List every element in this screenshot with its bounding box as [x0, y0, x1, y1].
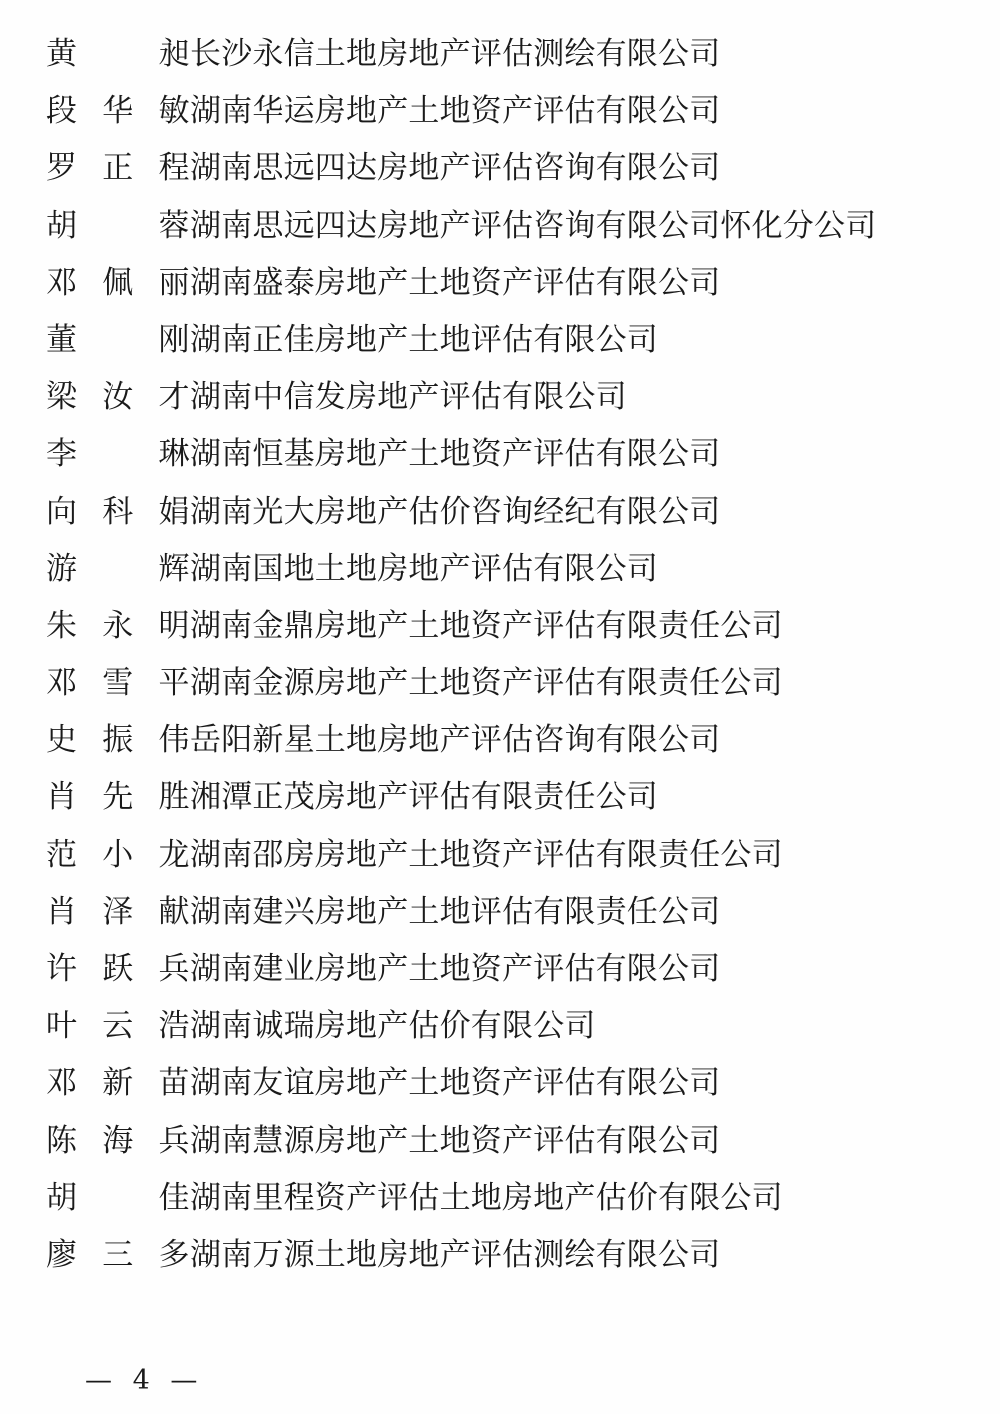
appraiser-organization: 湖南华运房地产土地资产评估有限公司	[190, 93, 721, 130]
appraiser-organization: 湖南国地土地房地产评估有限公司	[190, 550, 658, 587]
appraiser-entry-row	[40, 83, 930, 140]
appraiser-entry-row	[40, 26, 930, 83]
appraiser-organization: 湖南中信发房地产评估有限公司	[190, 379, 627, 416]
appraiser-organization: 湖南建兴房地产土地评估有限责任公司	[190, 893, 721, 930]
appraiser-entry-row	[40, 541, 930, 598]
appraiser-organization: 岳阳新星土地房地产评估咨询有限公司	[190, 722, 721, 759]
appraiser-organization: 湖南诚瑞房地产估价有限公司	[190, 1008, 596, 1045]
appraiser-name: 胡 蓉	[46, 207, 190, 244]
appraiser-name: 罗正程	[46, 150, 190, 187]
appraiser-name: 段华敏	[46, 93, 190, 130]
appraiser-name: 史振伟	[46, 722, 190, 759]
appraiser-entry-row	[40, 1113, 930, 1170]
appraiser-organization: 长沙永信土地房地产评估测绘有限公司	[190, 36, 721, 72]
appraiser-entry-row	[40, 655, 930, 712]
appraiser-entry-row	[40, 198, 930, 255]
appraiser-name: 许跃兵	[46, 951, 190, 987]
appraiser-entry-row	[40, 998, 930, 1055]
appraiser-entry-row	[40, 1055, 930, 1112]
appraiser-name: 游 辉	[46, 550, 190, 587]
page-footer	[0, 1365, 1000, 1396]
appraiser-name: 梁汝才	[46, 379, 190, 416]
appraiser-entry-list	[40, 26, 930, 1284]
appraiser-name: 陈海兵	[46, 1122, 190, 1159]
appraiser-name: 向科娟	[46, 493, 190, 530]
appraiser-organization: 湖南邵房房地产土地资产评估有限责任公司	[190, 836, 783, 873]
appraiser-organization: 湖南里程资产评估土地房地产估价有限公司	[190, 1179, 783, 1216]
appraiser-organization: 湖南思远四达房地产评估咨询有限公司怀化分公司	[190, 207, 877, 244]
appraiser-organization: 湖南友谊房地产土地资产评估有限公司	[190, 1065, 721, 1102]
appraiser-name: 邓雪平	[46, 665, 190, 702]
appraiser-organization: 湖南金源房地产土地资产评估有限责任公司	[190, 665, 783, 702]
appraiser-entry-row	[40, 426, 930, 483]
appraiser-organization: 湖南恒基房地产土地资产评估有限公司	[190, 436, 721, 473]
appraiser-entry-row	[40, 255, 930, 312]
appraiser-name: 李 琳	[46, 436, 190, 473]
appraiser-entry-row	[40, 769, 930, 826]
appraiser-name: 廖三多	[46, 1236, 190, 1273]
appraiser-organization: 湘潭正茂房地产评估有限责任公司	[190, 779, 658, 816]
appraiser-organization: 湖南慧源房地产土地资产评估有限公司	[190, 1122, 721, 1159]
appraiser-name: 邓佩丽	[46, 264, 190, 301]
appraiser-entry-row	[40, 827, 930, 884]
appraiser-organization: 湖南金鼎房地产土地资产评估有限责任公司	[190, 607, 783, 644]
page-number: — 4 —	[85, 1365, 204, 1396]
appraiser-name: 胡 佳	[46, 1179, 190, 1216]
appraiser-entry-row	[40, 484, 930, 541]
appraiser-name: 朱永明	[46, 607, 190, 644]
appraiser-organization: 湖南建业房地产土地资产评估有限公司	[190, 951, 721, 987]
appraiser-entry-row	[40, 712, 930, 769]
appraiser-entry-row	[40, 884, 930, 941]
appraiser-organization: 湖南光大房地产估价咨询经纪有限公司	[190, 493, 721, 530]
appraiser-entry-row	[40, 941, 930, 998]
appraiser-organization: 湖南思远四达房地产评估咨询有限公司	[190, 150, 721, 187]
appraiser-name: 黄 昶	[46, 36, 190, 72]
appraiser-entry-row	[40, 1227, 930, 1284]
appraiser-name: 肖先胜	[46, 779, 190, 816]
appraiser-entry-row	[40, 598, 930, 655]
appraiser-name: 董 刚	[46, 321, 190, 358]
appraiser-entry-row	[40, 369, 930, 426]
appraiser-organization: 湖南万源土地房地产评估测绘有限公司	[190, 1236, 721, 1273]
appraiser-organization: 湖南正佳房地产土地评估有限公司	[190, 321, 658, 358]
appraiser-organization: 湖南盛泰房地产土地资产评估有限公司	[190, 264, 721, 301]
appraiser-entry-row	[40, 1170, 930, 1227]
appraiser-entry-row	[40, 140, 930, 197]
appraiser-name: 范小龙	[46, 836, 190, 873]
appraiser-entry-row	[40, 312, 930, 369]
appraiser-name: 肖泽献	[46, 893, 190, 930]
appraiser-name: 叶云浩	[46, 1008, 190, 1045]
appraiser-name: 邓新苗	[46, 1065, 190, 1102]
